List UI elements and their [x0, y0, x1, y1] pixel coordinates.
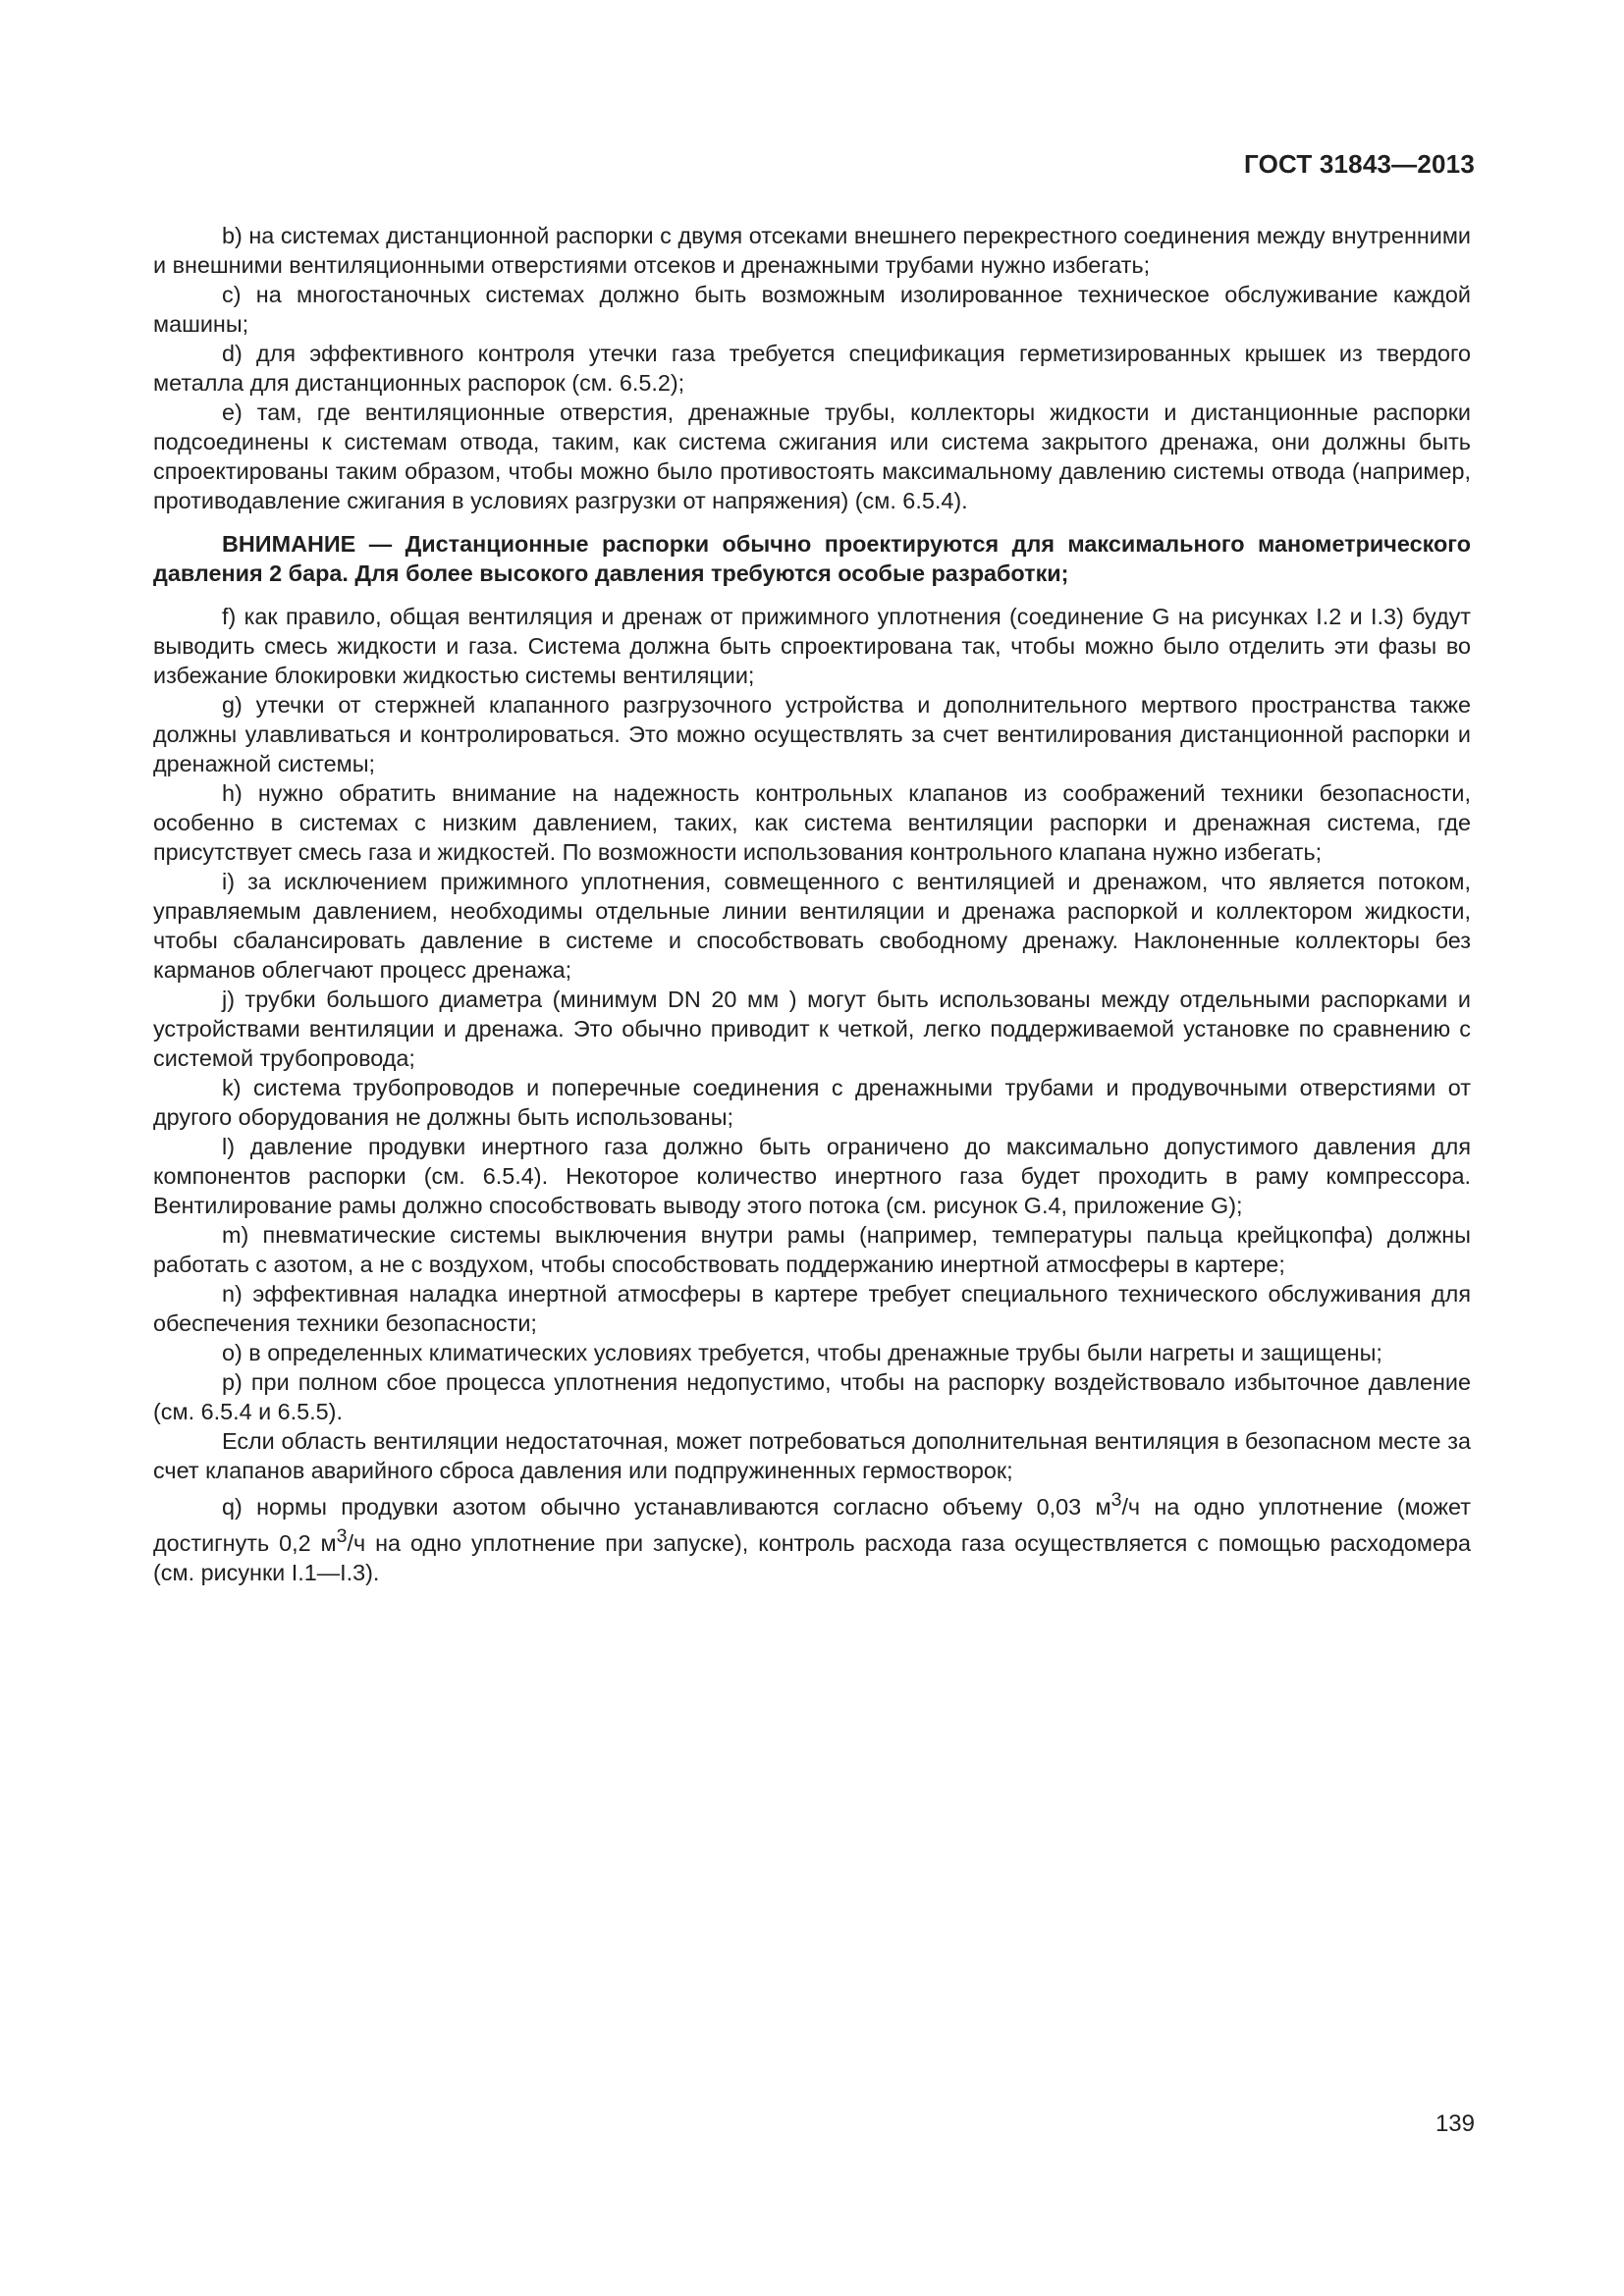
page-header-standard: ГОСТ 31843—2013 — [1244, 149, 1475, 179]
paragraph-q-part2: /ч на одно уплотнение (может достигнуть 0,2 м — [153, 1493, 1471, 1556]
paragraph-j: j) трубки большого диаметра (минимум DN 20 мм ) могут быть использованы между отдельными распорками и устройствами вентиляции и дренажа. Это обычно приводит к четкой, легко поддерживаемой установке по сравнению с системой трубопровода; — [153, 987, 1471, 1071]
paragraph-q — [153, 1485, 1471, 1587]
paragraph-e: e) там, где вентиляционные отверстия, дренажные трубы, коллекторы жидкости и дистанционные распорки подсоединены к системам отвода, таким, как система сжигания или система закрытого дренажа, они должны быть спроектированы таким образом, чтобы можно было противостоять максимальному давлению системы отвода (например, противодавление сжигания в условиях разгрузки от напряжения) (см. 6.5.4). — [153, 400, 1471, 513]
paragraph-b: b) на системах дистанционной распорки с двумя отсеками внешнего перекрестного соединения между внутренними и внешними вентиляционными отверстиями отсеков и дренажными трубами нужно избегать; — [153, 223, 1471, 278]
paragraph-n: n) эффективная наладка инертной атмосферы в картере требует специального технического обслуживания для обеспечения техники безопасности; — [153, 1281, 1471, 1336]
page-number: 139 — [1435, 2110, 1475, 2137]
superscript-cubic-1: 3 — [1110, 1489, 1122, 1511]
paragraph-p: p) при полном сбое процесса уплотнения недопустимо, чтобы на распорку воздействовало избыточное давление (см. 6.5.4 и 6.5.5). — [153, 1369, 1471, 1424]
paragraph-q-part3: /ч на одно уплотнение при запуске), контроль расхода газа осуществляется с помощью расходомера (см. рисунки I.1—I.3). — [153, 1529, 1471, 1585]
paragraph-o: o) в определенных климатических условиях требуется, чтобы дренажные трубы были нагреты и защищены; — [222, 1340, 1382, 1365]
warning-paragraph: ВНИМАНИЕ — Дистанционные распорки обычно проектируются для максимального манометрического давления 2 бара. Для более высокого давления требуются особые разработки; — [153, 531, 1471, 586]
paragraph-m: m) пневматические системы выключения внутри рамы (например, температуры пальца крейцкопфа) должны работать с азотом, а не с воздухом, чтобы способствовать поддержанию инертной атмосферы в картере; — [153, 1222, 1471, 1277]
paragraph-h: h) нужно обратить внимание на надежность контрольных клапанов из соображений техники безопасности, особенно в системах с низким давлением, таких, как система вентиляции распорки и дренажная система, где присутствует смесь газа и жидкостей. По возможности использования контрольного клапана нужно избегать; — [153, 780, 1471, 865]
paragraph-f: f) как правило, общая вентиляция и дренаж от прижимного уплотнения (соединение G на рисунках I.2 и I.3) будут выводить смесь жидкости и газа. Система должна быть спроектирована так, чтобы можно было отделить эти фазы во избежание блокировки жидкостью системы вентиляции; — [153, 604, 1471, 688]
paragraph-l: l) давление продувки инертного газа должно быть ограничено до максимально допустимого давления для компонентов распорки (см. 6.5.4). Некоторое количество инертного газа будет проходить в раму компрессора. Вентилирование рамы должно способствовать выводу этого потока (см. рисунок G.4, приложение G); — [153, 1134, 1471, 1218]
paragraph-d: d) для эффективного контроля утечки газа требуется спецификация герметизированных крышек из твердого металла для дистанционных распорок (см. 6.5.2); — [153, 341, 1471, 396]
document-body — [153, 221, 1471, 1587]
paragraph-q-part1: q) нормы продувки азотом обычно устанавливаются согласно объему 0,03 м — [222, 1493, 1111, 1520]
paragraph-k: k) система трубопроводов и поперечные соединения с дренажными трубами и продувочными отверстиями от другого оборудования не должны быть использованы; — [153, 1075, 1471, 1130]
superscript-cubic-2: 3 — [336, 1524, 348, 1547]
paragraph-i: i) за исключением прижимного уплотнения, совмещенного с вентиляцией и дренажом, что является потоком, управляемым давлением, необходимы отдельные линии вентиляции и дренажа распоркой и коллектором жидкости, чтобы сбалансировать давление в системе и способствовать свободному дренажу. Наклоненные коллекторы без карманов облегчают процесс дренажа; — [153, 869, 1471, 983]
paragraph-note: Если область вентиляции недостаточная, может потребоваться дополнительная вентиляция в безопасном месте за счет клапанов аварийного сброса давления или подпружиненных гермостворок; — [153, 1428, 1471, 1483]
paragraph-c: c) на многостаночных системах должно быть возможным изолированное техническое обслуживание каждой машины; — [153, 282, 1471, 337]
paragraph-g: g) утечки от стержней клапанного разгрузочного устройства и дополнительного мертвого пространства также должны улавливаться и контролироваться. Это можно осуществлять за счет вентилирования дистанционной распорки и дренажной системы; — [153, 692, 1471, 776]
